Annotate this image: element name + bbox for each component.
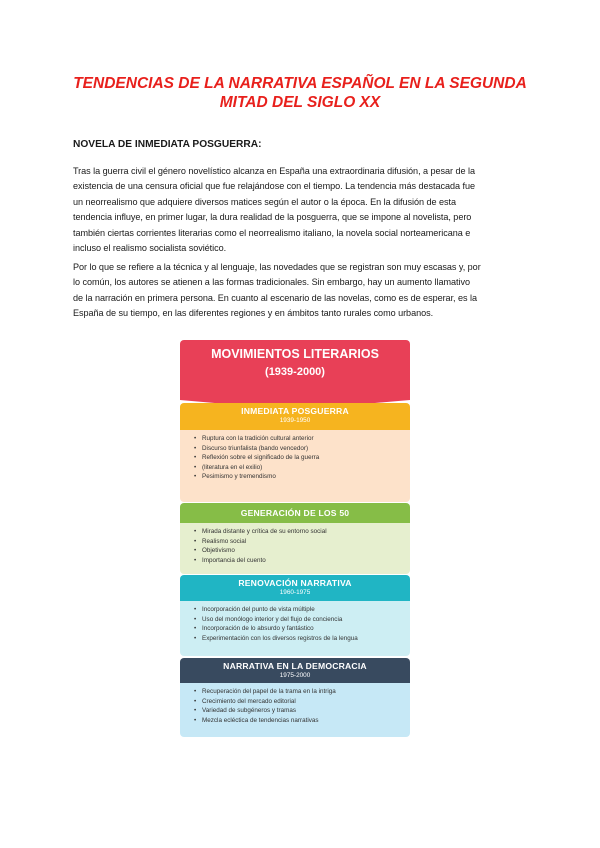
movements-infographic bbox=[180, 340, 410, 740]
feature-item: • Incorporación de lo absurdo y fantástico bbox=[202, 624, 404, 634]
paragraph-line: también ciertas corrientes literarias como el neorrealismo italiano, la novela social norteamericana e bbox=[73, 227, 471, 238]
infographic-banner bbox=[180, 340, 410, 400]
paragraph-line: Por lo que se refiere a la técnica y al lenguaje, las novedades que se registran son muy escasas y, por bbox=[73, 262, 481, 272]
paragraph-line: lo común, los autores se atienen a las formas tradicionales. Sin embargo, hay un aumento llamativo bbox=[73, 277, 470, 288]
movement-years: 1939-1950 bbox=[279, 417, 311, 424]
paragraph-line: existencia de una censura oficial que fue relajándose con el tiempo. La tendencia más destacada fue bbox=[73, 181, 476, 192]
paragraph-line: incluso el realismo socialista soviético. bbox=[73, 243, 227, 254]
feature-item: • Uso del monólogo interior y del flujo de conciencia bbox=[202, 615, 404, 625]
feature-item: • Experimentación con los diversos registros de la lengua bbox=[202, 634, 404, 644]
feature-item: • Pesimismo y tremendismo bbox=[202, 472, 404, 482]
movement-name: NARRATIVA EN LA DEMOCRACIA bbox=[223, 661, 367, 671]
movement-features bbox=[180, 430, 410, 502]
movement-block-inmediata-posguerra bbox=[180, 403, 410, 502]
movement-name: RENOVACIÓN NARRATIVA bbox=[238, 578, 352, 588]
movement-years: 1975-2000 bbox=[279, 672, 311, 679]
feature-item: • Discurso triunfalista (bando vencedor) bbox=[202, 444, 404, 454]
feature-item: • Objetivismo bbox=[202, 546, 404, 556]
movement-header bbox=[180, 503, 410, 523]
movement-header bbox=[180, 403, 410, 430]
paragraph-line: de la narración en primera persona. En cuanto al escenario de las novelas, como es de esperar, es la bbox=[73, 292, 477, 303]
document-title bbox=[60, 74, 540, 112]
feature-item: • Realismo social bbox=[202, 537, 404, 547]
movement-header bbox=[180, 575, 410, 601]
paragraph-1 bbox=[73, 164, 531, 256]
movement-block-renovacion-narrativa bbox=[180, 575, 410, 656]
movement-features bbox=[180, 601, 410, 656]
movement-name: INMEDIATA POSGUERRA bbox=[241, 406, 349, 416]
feature-item: • Mezcla ecléctica de tendencias narrativas bbox=[202, 716, 404, 726]
feature-item: • Importancia del cuento bbox=[202, 556, 404, 566]
infographic-years: (1939-2000) bbox=[265, 366, 325, 378]
infographic-title: MOVIMIENTOS LITERARIOS bbox=[211, 347, 379, 361]
paragraph-line: tendencia influye, en primer lugar, la dura realidad de la posguerra, que se impone al novelista, pero bbox=[73, 212, 472, 223]
feature-item: • Incorporación del punto de vista múltiple bbox=[202, 605, 404, 615]
title-line-2: MITAD DEL SIGLO XX bbox=[219, 94, 381, 111]
feature-item-continuation: • (literatura en el exilio) bbox=[202, 463, 404, 473]
title-line-1: TENDENCIAS DE LA NARRATIVA ESPAÑOL EN LA SEGUNDA bbox=[73, 75, 527, 92]
paragraph-line: España de su tiempo, en las diferentes regiones y en ámbitos tanto rurales como urbanos. bbox=[73, 308, 434, 319]
feature-item: • Crecimiento del mercado editorial bbox=[202, 697, 404, 707]
movement-features bbox=[180, 523, 410, 574]
movement-header bbox=[180, 658, 410, 683]
section-heading: NOVELA DE INMEDIATA POSGUERRA: bbox=[73, 139, 262, 150]
paragraph-line: un neorrealismo que adquiere diversos matices según el autor o la época. En la difusión de esta bbox=[73, 196, 456, 207]
feature-item: • Variedad de subgéneros y tramas bbox=[202, 706, 404, 716]
paragraph-2 bbox=[73, 260, 531, 322]
movement-block-narrativa-democracia bbox=[180, 658, 410, 737]
feature-item: • Recuperación del papel de la trama en la intriga bbox=[202, 687, 404, 697]
movement-features bbox=[180, 683, 410, 737]
movement-years: 1960-1975 bbox=[279, 589, 311, 596]
paragraph-line: Tras la guerra civil el género novelístico alcanza en España una extraordinaria difusión, a pesar de la bbox=[73, 166, 475, 176]
movement-name: GENERACIÓN DE LOS 50 bbox=[240, 508, 350, 518]
feature-item: • Mirada distante y crítica de su entorno social bbox=[202, 527, 404, 537]
feature-item: • Ruptura con la tradición cultural anterior bbox=[202, 434, 404, 444]
feature-item: • Reflexión sobre el significado de la guerra bbox=[202, 453, 404, 463]
movement-block-generacion-50 bbox=[180, 503, 410, 574]
